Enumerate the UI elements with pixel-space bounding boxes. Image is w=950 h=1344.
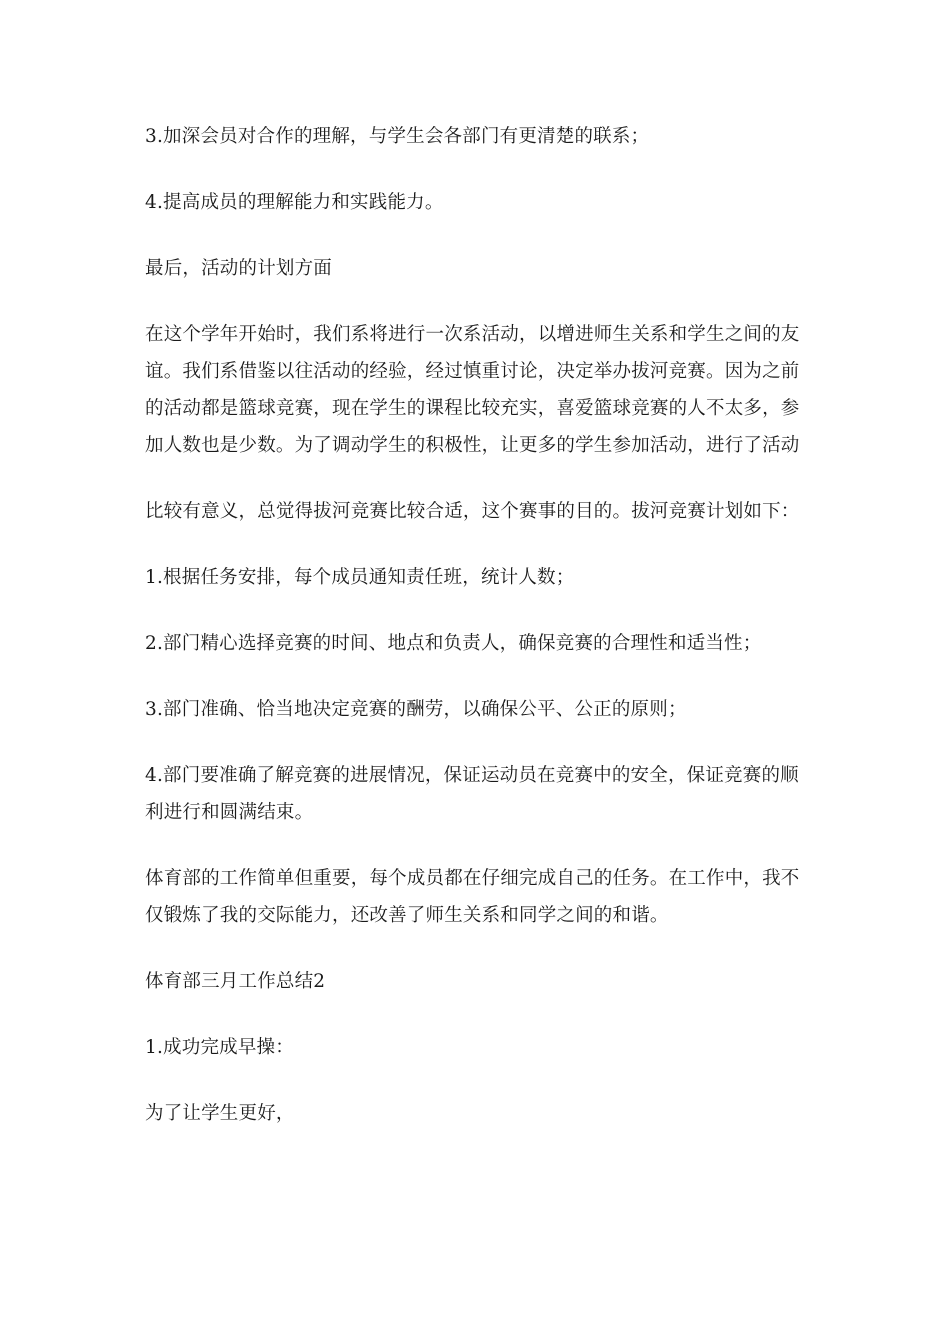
paragraph-truncated: 为了让学生更好， (145, 1103, 295, 1124)
paragraph-tug-of-war-plan: 比较有意义，总觉得拔河竞赛比较合适，这个赛事的目的。拔河竞赛计划如下： (145, 501, 800, 522)
section-title-summary-2: 体育部三月工作总结2 (145, 971, 326, 992)
plan-item-2: 2.部门精心选择竞赛的时间、地点和负责人，确保竞赛的合理性和适当性； (145, 633, 762, 654)
plan-item-4: 4.部门要准确了解竞赛的进展情况，保证运动员在竞赛中的安全，保证竞赛的顺利进行和圆满结束。 (145, 765, 799, 823)
section-heading-activity-plan: 最后，活动的计划方面 (145, 258, 333, 279)
summary-item-1: 1.成功完成早操： (145, 1037, 294, 1058)
paragraph-list-item-3: 3.加深会员对合作的理解，与学生会各部门有更清楚的联系； (145, 126, 650, 147)
paragraph-activity-intro: 在这个学年开始时，我们系将进行一次系活动，以增进师生关系和学生之间的友谊。我们系借鉴以往活动的经验，经过慎重讨论，决定举办拔河竞赛。因为之前的活动都是篮球竞赛，现在学生的课程比较充实，喜爱篮球竞赛的人不太多，参加人数也是少数。为了调动学生的积极性，让更多的学生参加活动，进行了活动 (145, 324, 800, 456)
paragraph-conclusion: 体育部的工作简单但重要，每个成员都在仔细完成自己的任务。在工作中，我不仅锻炼了我的交际能力，还改善了师生关系和同学之间的和谐。 (145, 868, 800, 926)
paragraph-list-item-4: 4.提高成员的理解能力和实践能力。 (145, 192, 444, 213)
document-body (145, 118, 810, 1161)
plan-item-1: 1.根据任务安排，每个成员通知责任班，统计人数； (145, 567, 575, 588)
plan-item-3: 3.部门准确、恰当地决定竞赛的酬劳，以确保公平、公正的原则； (145, 699, 687, 720)
